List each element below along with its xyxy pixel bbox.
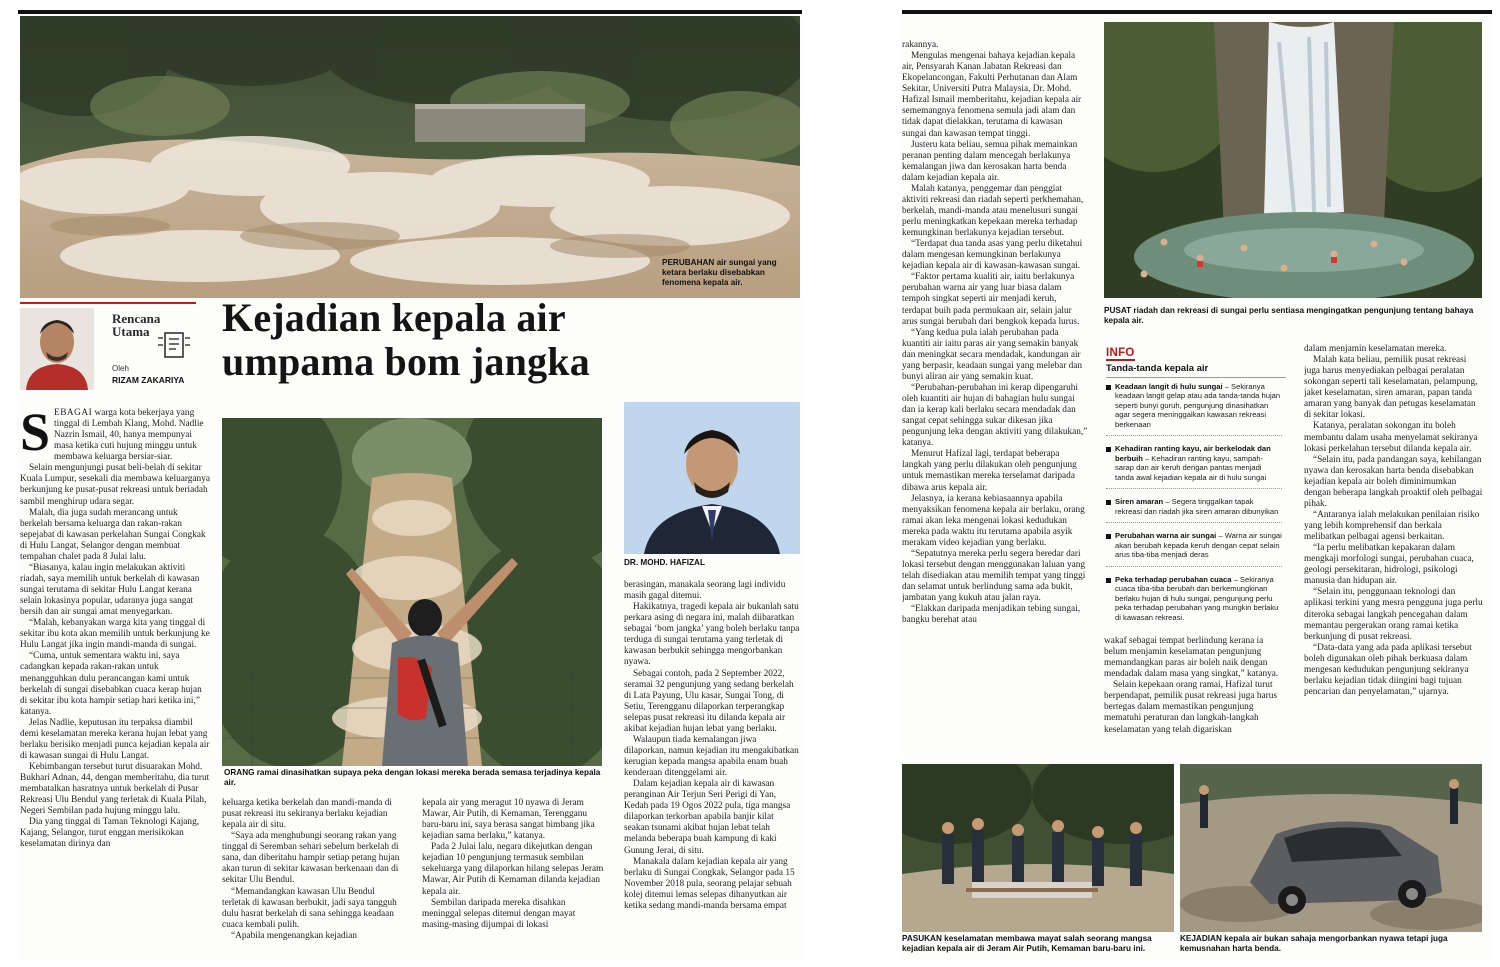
body-column-3 <box>422 798 604 960</box>
body-column-5 <box>902 40 1088 752</box>
info-item-term: Kehadiran ranting kayu, air berkelodak dan berbuih <box>1115 444 1271 463</box>
info-item <box>1106 497 1282 523</box>
info-item-desc: – Kehadiran ranting kayu, sampah-sarap dan air keruh dengan pantas menjadi tanda awal kejadian kepala air di hulu sungai <box>1115 453 1267 482</box>
paragraph: Menurut Hafizal lagi, terdapat beberapa langkah yang perlu dilakukan oleh pengunjung untuk memastikan mereka terselamat daripada dibawa arus kepala air. <box>902 449 1077 493</box>
top-rule <box>902 10 1492 14</box>
paragraph: “Apabila mengenangkan kejadian <box>231 930 357 941</box>
paragraph: kepala air yang meragut 10 nyawa di Jeram Mawar, Air Putih, di Kemaman, Terengganu baru-baru ini, saya berasa sangat bimbang jika kejadian sama berlaku,” katanya. <box>422 798 595 842</box>
info-list <box>1106 382 1282 636</box>
paragraph: Katanya, peralatan sokongan itu boleh membantu dalam usaha menyelamat sekiranya lokasi perkelahan tersebut dilanda kepala air. <box>1304 421 1478 454</box>
rubric-line-2: Utama <box>112 324 150 339</box>
paragraph: “Yang kedua pula ialah perubahan pada kuantiti air iaitu paras air yang semakin banyak dan meningkat secara mendadak, kandungan air yang berpasir, keadaan sungai yang melebar dan bunyi aliran air yang semakin kuat. <box>902 327 1083 382</box>
paragraph: “Memandangkan kawasan Ulu Bendul terletak di kawasan berbukit, jadi saya tangguh dulu hasrat berkelah di sana sehingga keadaan cuaca kembali pulih. <box>222 886 397 930</box>
info-item-term: Peka terhadap perubahan cuaca <box>1115 574 1232 584</box>
waterfall-photo-caption: PUSAT riadah dan rekreasi di sungai perlu sentiasa mengingatkan pengunjung tentang bahaya kepala air. <box>1104 306 1474 325</box>
portrait-photo <box>624 402 800 554</box>
body-column-1 <box>20 408 210 960</box>
info-box-header <box>1106 343 1286 378</box>
paragraph: “Data-data yang ada pada aplikasi tersebut boleh digunakan oleh pihak berkuasa dalam mengesan kedudukan pengunjung sekiranya berlaku kejadian tidak diingini bagi tujuan pencarian dan penyelamatan,” ujarnya. <box>1304 642 1472 697</box>
paragraph: Kebimbangan tersebut turut disuarakan Mohd. Bukhari Adnan, 44, dengan memberitahu, dia turut membatalkan hasratnya untuk berkelah di Pusar Rekreasi Ulu Bendul yang terletak di Kuala Pilah, Negeri Sembilan pada hujung minggu lalu. <box>20 762 210 817</box>
document-icon <box>156 328 192 362</box>
info-item <box>1106 575 1282 628</box>
lead-caps: EBAGAI <box>54 408 93 418</box>
byline-label: Oleh <box>112 364 129 373</box>
info-item-desc: – Segera tinggalkan tapak rekreasi dan riadah jika siren amaran dibunyikan <box>1115 497 1279 516</box>
paragraph: Sembilan daripada mereka disahkan meninggal selepas ditemui dengan mayat masing-masing dijumpai di lokasi <box>422 897 576 930</box>
paragraph: “Perubahan-perubahan ini kerap dipengaruhi oleh kuantiti air hujan di bahagian hulu sungai dan ia kerap kali berlaku secara mendadak dan sangat cepat sehingga sukar dikesan jika pengunjung leka dengan aktiviti yang dilakukan,” katanya. <box>902 382 1088 449</box>
rubric <box>112 312 160 338</box>
body-column-4 <box>624 580 800 960</box>
paragraph: Sebagai contoh, pada 2 September 2022, seramai 32 pengunjung yang sedang berkelah di Lata Payung, Ulu kasar, Sungai Tong, di Setiu, Terengganu dilaporkan terperangkap selepas pusat rekreasi itu dilanda kepala air akibat kejadian hujan lebat yang berlaku. <box>624 668 794 734</box>
paragraph: Pada 2 Julai lalu, negara dikejutkan dengan kejadian 10 pengunjung termasuk sembilan sekeluarga yang dilaporkan hilang selepas Jeram Mawar, Air Putih di Kemaman dilanda kejadian kepala air. <box>422 842 604 897</box>
paragraph: “Faktor pertama kualiti air, iaitu berlakunya perubahan warna air yang luar biasa dalam tempoh singkat seperti air menjadi keruh, terdapat buih pada permukaan air, selain jalur arus sungai berubah dari bengkok kepada lurus. <box>902 272 1080 327</box>
body-column-7 <box>1304 344 1484 752</box>
author-avatar <box>20 308 94 390</box>
paragraph: “Malah, kebanyakan warga kita yang tinggal di sekitar ibu kota akan memilih untuk berkunjung ke Hulu Langat jika ingin mandi-manda di sungai. <box>20 618 210 651</box>
paragraph: Jelas Nadlie, keputusan itu terpaksa diambil demi keselamatan mereka kerana hujan lebat yang berlaku berisiko menjadi punca kejadian kepala air di kawasan sungai di Hulu Langat. <box>20 717 210 761</box>
body-column-2 <box>222 798 402 960</box>
rubric-line-1: Rencana <box>112 311 161 326</box>
paragraph: berasingan, manakala seorang lagi individu masih gagal ditemui. <box>624 580 786 602</box>
info-item-term: Siren amaran <box>1115 497 1164 507</box>
top-rule <box>18 10 802 14</box>
portrait-caption: DR. MOHD. HAFIZAL <box>624 558 705 567</box>
middle-photo-caption: ORANG ramai dinasihatkan supaya peka dengan lokasi mereka berada semasa terjadinya kepala air. <box>224 768 601 787</box>
info-item-term: Keadaan langit di hulu sungai <box>1115 382 1223 391</box>
paragraph: Justeru kata beliau, semua pihak memainkan peranan penting dalam mencegah berlakunya kemalangan jiwa dan kerosakan harta benda dalam kejadian kepala air. <box>902 139 1078 183</box>
headline-line-2: umpama bom jangka <box>222 339 590 384</box>
info-item-term: Perubahan warna air sungai <box>1115 531 1217 541</box>
paragraph: Hakikatnya, tragedi kepala air bukanlah satu perkara asing di negara ini, malah diibaratkan sebagai ‘bom jangka’ yang boleh berlaku tanpa terduga di sungai terutama yang terletak di kawasan berbukit sehingga mengorbankan nyawa. <box>624 602 800 668</box>
paragraph: Selain mengunjungi pusat beli-belah di sekitar Kuala Lumpur, sesekali dia membawa keluarganya berkunjung ke pusat-pusat rekreasi untuk beriadah sambil menghirup udara segar. <box>20 463 210 507</box>
info-item <box>1106 382 1282 436</box>
car-photo-caption: KEJADIAN kepala air bukan sahaja mengorbankan nyawa tetapi juga kemusnahan harta benda. <box>1180 934 1448 953</box>
author-box <box>20 302 196 390</box>
paragraph: “Selain itu, pada pandangan saya, kehilangan nyawa dan kerosakan harta benda disebabkan kejadian kepala air boleh diminimumkan dengan beberapa langkah proaktif oleh pelbagai pihak. <box>1304 454 1483 509</box>
paragraph: “Elakkan daripada menjadikan tebing sungai, bangku berehat atau <box>902 604 1081 626</box>
paragraph: Dia yang tinggal di Taman Teknologi Kajang, Kajang, Selangor, turut enggan merisikokan keselamatan dirinya dan <box>20 817 200 850</box>
page-gutter <box>802 0 902 967</box>
paragraph: “Ia perlu melibatkan kepakaran dalam mengkaji morfologi sungai, perubahan cuaca, geologi persekitaran, hidrologi, psikologi manusia dan hidupan air. <box>1304 543 1474 587</box>
onlooker-flood-photo <box>222 418 602 766</box>
paragraph: rakannya. <box>902 40 939 50</box>
paragraph: Jelasnya, ia kerana kebiasaannya apabila menyaksikan fenomena kepala air berlaku, orang ramai akan leka mengenai lokasi kedudukan mereka pada waktu itu terutama apabila asyik merakam video kejadian yang berlaku. <box>902 493 1085 548</box>
byline-author: RIZAM ZAKARIYA <box>112 375 185 385</box>
waterfall-recreation-photo <box>1104 22 1482 298</box>
info-item-desc: – Sekiranya keadaan langit gelap atau ada tanda-tanda hujan seperti bunyi guruh, pengunjung dinasihatkan agar segera meninggalkan kawasan rekreasi berkenaan <box>1115 382 1281 429</box>
lead-text: warga kota bekerjaya yang tinggal di Lembah Klang, Mohd. Nadlie Nazrin Ismail, 40, hanya mempunyai masa ketika cuti hujung minggu untuk membawa keluarga bersiar-siar. <box>54 408 204 463</box>
paragraph: Malah, dia juga sudah merancang untuk berkelah bersama keluarga dan rakan-rakan sepejabat di kawasan perkelahan Sungai Congkak di Hulu Langat, Selangor dengan membuat tempahan chalet pada 8 Julai lalu. <box>20 507 206 562</box>
paragraph: Selain kepekaan orang ramai, Hafizal turut berpendapat, pemilik pusat rekreasi juga harus bertegas dalam memastikan pengunjung mematuhi peraturan dan langkah-langkah keselamatan yang telah digariskan <box>1104 680 1277 735</box>
paragraph: Mengulas mengenai bahaya kejadian kepala air, Pensyarah Kanan Jabatan Rekreasi dan Ekopelancongan, Fakulti Perhutanan dan Alam Sekitar, Universiti Putra Malaysia, Dr. Mohd. Hafizal Ismail memberitahu, kejadian kepala air sememangnya fenomena semula jadi alam dan tidak dapat dielakkan, terutama di kawasan sungai dan kawasan tempat tinggi. <box>902 51 1082 139</box>
info-item <box>1106 444 1282 489</box>
left-page <box>18 10 802 960</box>
damaged-car-photo <box>1180 764 1482 932</box>
info-item <box>1106 531 1282 566</box>
paragraph: “Antaranya ialah melakukan penilaian risiko yang lebih komprehensif dan berkala melibatkan pelbagai agensi berkaitan. <box>1304 509 1480 543</box>
info-title: Tanda-tanda kepala air <box>1106 363 1286 378</box>
flood-river-photo <box>20 16 800 298</box>
dropcap: S <box>20 408 51 462</box>
rescue-photo-caption: PASUKAN keselamatan membawa mayat salah seorang mangsa kejadian kepala air di Jeram Air Putih, Kemaman baru-baru ini. <box>902 934 1152 953</box>
paragraph: wakaf sebagai tempat berlindung kerana ia belum menjamin keselamatan pengunjung memandangkan paras air boleh naik dengan mendadak dalam masa yang singkat,” katanya. <box>1104 636 1279 680</box>
paragraph: “Terdapat dua tanda asas yang perlu diketahui dalam mengesan kemungkinan berlakunya kejadian kepala air di kawasan-kawasan sungai. <box>902 239 1083 272</box>
paragraph: “Biasanya, kalau ingin melakukan aktiviti riadah, saya memilih untuk berkelah di kawasan sungai terutama di sekitar Hulu Langat kerana selain lokasinya popular, udaranya juga sangat bersih dan air sungai amat menyegarkan. <box>20 562 200 618</box>
paragraph: Dalam kejadian kepala air di kawasan peranginan Air Terjun Seri Perigi di Yan, Kedah pada 19 Ogos 2022 pula, tiga mangsa dilaporkan terkorban apabila banjir kilat seakan tsunami akibat hujan lebat telah melanda beberapa buah kampung di kaki Gunung Jerai, di situ. <box>624 779 791 856</box>
headline <box>222 296 782 384</box>
paragraph: Malah katanya, penggemar dan penggiat aktiviti rekreasi dan riadah seperti perkhemahan, berkelah, mandi-manda atau menelusuri sungai perlu meningkatkan kepekaan mereka terhadap kemungkinan berlakunya kejadian tersebut. <box>902 183 1084 239</box>
paragraph: dalam menjamin keselamatan mereka. <box>1304 344 1447 354</box>
paragraph: Walaupun tiada kemalangan jiwa dilaporkan, namun kejadian itu mengakibatkan kerugian kepada mangsa apabila enam buah kenderaan ditenggelami air. <box>624 734 799 779</box>
paragraph: “Sepatutnya mereka perlu segera beredar dari lokasi tersebut dengan menggunakan laluan yang telah disediakan atau memilih tempat yang tinggi dan selamat untuk berlindung sama ada bukit, jambatan yang kukuh atau jalan raya. <box>902 548 1086 604</box>
paragraph: Manakala dalam kejadian kepala air yang berlaku di Sungai Congkak, Selangor pada 15 November 2018 pula, seorang pelajar sebuah kolej ditemui lemas selepas dihanyutkan air ketika sedang mandi-manda bersama empat <box>624 856 795 911</box>
paragraph: “Cuma, untuk sementara waktu ini, saya cadangkan kepada rakan-rakan untuk menangguhkan dulu perancangan kami untuk berkelah di sungai disebabkan cuaca kerap hujan di sekitar ibu kota hampir setiap hari ketika ini,” katanya. <box>20 651 202 717</box>
headline-line-1: Kejadian kepala air <box>222 295 566 340</box>
paragraph: “Saya ada menghubungi seorang rakan yang tinggal di Seremban sehari sebelum berkelah di sana, dan diberitahu hampir setiap petang hujan akan turun di sekitar kawasan berkenaan dan di sekitar Ulu Bendul. <box>222 831 400 886</box>
body-column-6 <box>1104 636 1284 752</box>
right-page <box>902 10 1492 960</box>
paragraph: “Selain itu, penggunaan teknologi dan aplikasi terkini yang mesra pengguna juga perlu diteroka sebagai langkah pencegahan dalam memantau pergerakan orang ramai ketika berkunjung di pusat rekreasi. <box>1304 587 1483 642</box>
lead-paragraph <box>20 408 210 463</box>
info-item-desc: – Sekiranya cuaca tiba-tiba berubah dan berkemungkinan berlaku hujan di hulu sungai, pengunjung perlu peka terhadap perubahan yang mungkin berlaku di kawasan rekreasi. <box>1115 574 1279 622</box>
paragraph: Malah kata beliau, pemilik pusat rekreasi juga harus menyediakan pelbagai peralatan sokongan seperti tali keselamatan, pelampung, jaket keselamatan, siren amaran, papan tanda amaran yang banyak dan petugas keselamatan di sekitar lokasi. <box>1304 355 1478 421</box>
paragraph: keluarga ketika berkelah dan mandi-manda di pusat rekreasi itu sekiranya berlaku kejadian kepala air di situ. <box>222 798 392 831</box>
rescue-team-photo <box>902 764 1174 932</box>
top-photo-caption: PERUBAHAN air sungai yang ketara berlaku disebabkan fenomena kepala air. <box>662 258 777 287</box>
info-tag: INFO <box>1106 347 1135 359</box>
info-item-desc: – Warna air sungai akan berubah kepada keruh dengan cepat selain arus tiba-tiba menjadi deras <box>1115 531 1282 560</box>
